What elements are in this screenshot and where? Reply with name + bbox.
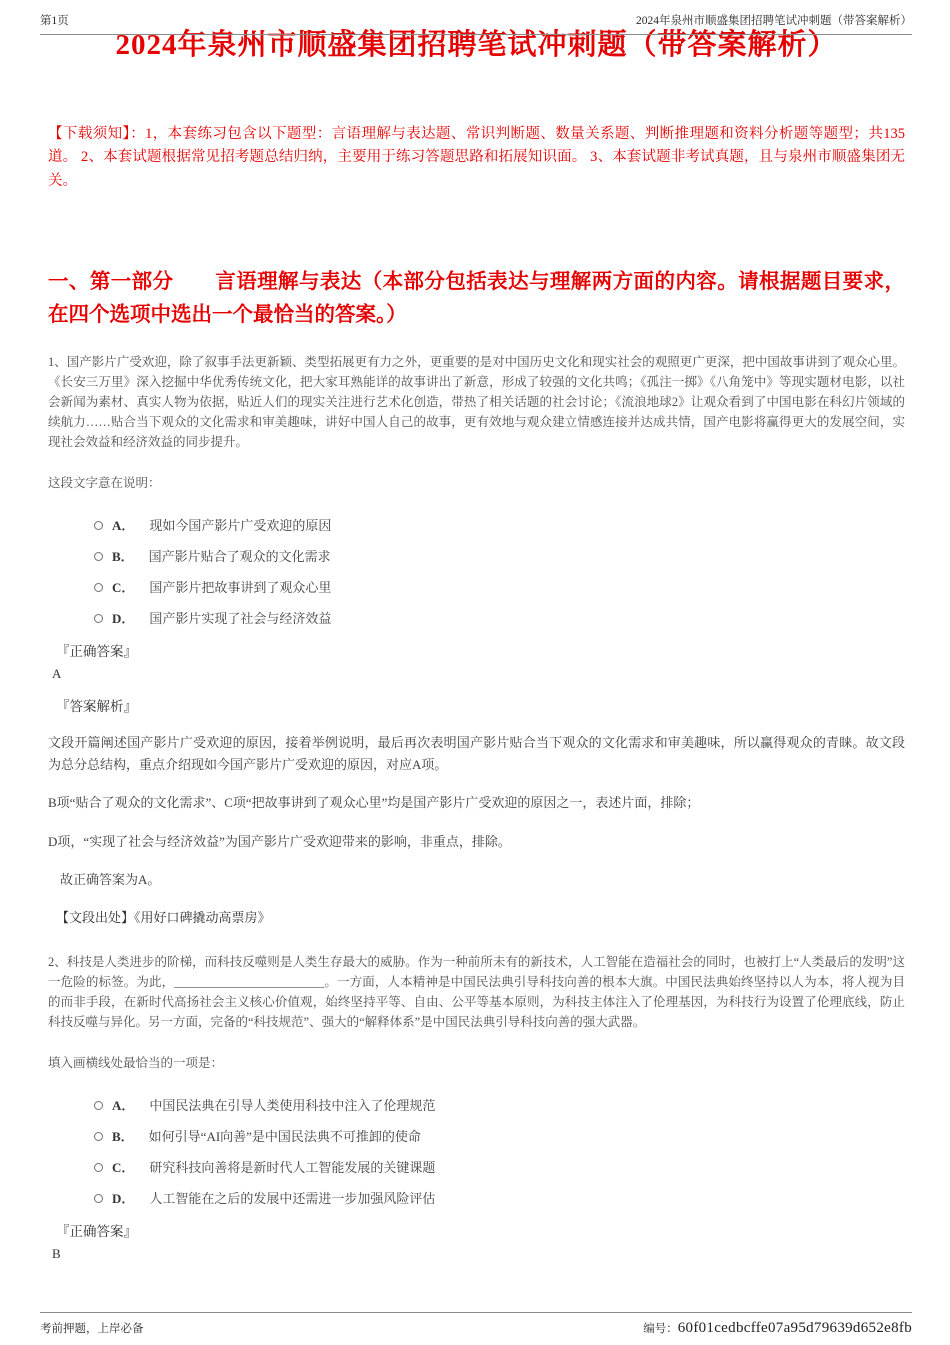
options-list: [48, 515, 905, 627]
answer-value: B: [52, 1246, 61, 1262]
question-stem: 1、国产影片广受欢迎，除了叙事手法更新颖、类型拓展更有力之外，更重要的是对中国历史文化和现实社会的观照更广更深，把中国故事讲到了观众心里。《长安三万里》深入挖掘中华优秀传统文化，把大家耳熟能详的故事讲出了新意，形成了较强的文化共鸣；《孤注一掷》《八角笼中》等现实题材电影，以社会新闻为素材、真实人物为依据，贴近人们的现实关注进行艺术化创造，带热了相关话题的社会讨论；《流浪地球2》让观众看到了中国电影在科幻片领域的续航力……贴合当下观众的文化需求和审美趣味，讲好中国人自己的故事，更有效地与观众建立情感连接并达成共情，国产电影将赢得更大的发展空间，实现社会效益和经济效益的同步提升。: [48, 355, 905, 450]
option-text: 国产影片把故事讲到了观众心里: [149, 580, 332, 596]
option-letter: B．: [112, 1129, 134, 1145]
question-prompt: 这段文字意在说明：: [48, 476, 161, 491]
footer-slogan: 考前押题，上岸必备: [40, 1323, 144, 1335]
download-notice: 【下载须知】：1，本套练习包含以下题型：言语理解与表达题、常识判断题、数量关系题、判断推理题和资料分析题等题型；共135道。 2、本套试题根据常见招考题总结归纳，主要用于练习答题思路和拓展知识面。 3、本套试题非考试真题，且与泉州市顺盛集团无关。: [48, 126, 905, 189]
radio-icon[interactable]: [94, 1132, 103, 1141]
analysis-conclusion: 故正确答案为A。: [60, 871, 161, 887]
radio-icon[interactable]: [94, 1194, 103, 1203]
option-letter: C．: [112, 1160, 135, 1176]
answer-label: 『正确答案』: [56, 644, 137, 660]
option-text: 如何引导“AI向善”是中国民法典不可推卸的使命: [148, 1129, 421, 1145]
question-stem: 2、科技是人类进步的阶梯，而科技反噬则是人类生存最大的威胁。作为一种前所未有的新技术，人工智能在造福社会的同时，也被打上“人类最后的发明”这一危险的标签。为此，________________________。一方面，人本精神是中国民法典引导科技向善的根本大旗。中国民法典始终坚持以人为本，将人视为目的而非手段，在新时代高扬社会主义核心价值观，始终坚持平等、自由、公平等基本原则，为科技主体注入了伦理基因，为科技行为设置了伦理底线，防止科技反噬与异化。另一方面，完备的“科技规范”、强大的“解释体系”是中国民法典引导科技向善的强大武器。: [48, 955, 905, 1030]
option-row-d[interactable]: [48, 608, 905, 627]
option-letter: D．: [112, 1191, 135, 1207]
option-row-a[interactable]: [48, 1095, 905, 1114]
option-text: 中国民法典在引导人类使用科技中注入了伦理规范: [149, 1098, 436, 1114]
option-row-c[interactable]: [48, 577, 905, 596]
document-title: 2024年泉州市顺盛集团招聘笔试冲刺题（带答案解析）: [115, 29, 838, 61]
radio-icon[interactable]: [94, 583, 103, 592]
option-text: 现如今国产影片广受欢迎的原因: [149, 518, 332, 534]
option-letter: A．: [112, 1098, 135, 1114]
analysis-paragraph: B项“贴合了观众的文化需求”、C项“把故事讲到了观众心里”均是国产影片广受欢迎的原因之一，表述片面，排除；: [48, 795, 700, 811]
radio-icon[interactable]: [94, 614, 103, 623]
footer-code: [643, 1320, 912, 1337]
option-text: 人工智能在之后的发展中还需进一步加强风险评估: [149, 1191, 436, 1207]
header-page-number: 第1页: [40, 15, 69, 27]
radio-icon[interactable]: [94, 1163, 103, 1172]
option-text: 国产影片实现了社会与经济效益: [149, 611, 332, 627]
radio-icon[interactable]: [94, 552, 103, 561]
option-row-c[interactable]: [48, 1157, 905, 1176]
answer-label: 『正确答案』: [56, 1224, 137, 1240]
source-line: 【文段出处】《用好口碑撬动高票房》: [56, 910, 271, 926]
question-2: [48, 952, 905, 1262]
page-footer: [40, 1312, 912, 1337]
section-heading: 一、第一部分 言语理解与表达（本部分包括表达与理解两方面的内容。请根据题目要求，在四个选项中选出一个最恰当的答案。）: [48, 271, 905, 326]
answer-value: A: [52, 666, 62, 682]
option-row-b[interactable]: [48, 546, 905, 565]
header-doc-title: 2024年泉州市顺盛集团招聘笔试冲刺题（带答案解析）: [636, 15, 912, 27]
document-content: [0, 22, 950, 1262]
option-text: 国产影片贴合了观众的文化需求: [148, 549, 331, 565]
options-list: [48, 1095, 905, 1207]
question-prompt: 填入画横线处最恰当的一项是：: [48, 1056, 224, 1071]
option-letter: A．: [112, 518, 135, 534]
option-letter: D．: [112, 611, 135, 627]
option-letter: C．: [112, 580, 135, 596]
page-header: [40, 12, 912, 35]
option-row-b[interactable]: [48, 1126, 905, 1145]
footer-code-value: 60f01cedbcffe07a95d79639d652e8fb: [677, 1320, 912, 1336]
option-text: 研究科技向善将是新时代人工智能发展的关键课题: [149, 1160, 436, 1176]
analysis-paragraph: 文段开篇阐述国产影片广受欢迎的原因，接着举例说明，最后再次表明国产影片贴合当下观众的文化需求和审美趣味，所以赢得观众的青睐。故文段为总分总结构，重点介绍现如今国产影片广受欢迎的原因，对应A项。: [48, 735, 905, 772]
option-letter: B．: [112, 549, 134, 565]
analysis-paragraph: D项，“实现了社会与经济效益”为国产影片广受欢迎带来的影响，非重点，排除。: [48, 833, 511, 849]
option-row-a[interactable]: [48, 515, 905, 534]
radio-icon[interactable]: [94, 521, 103, 530]
analysis-label: 『答案解析』: [56, 699, 137, 715]
radio-icon[interactable]: [94, 1101, 103, 1110]
option-row-d[interactable]: [48, 1188, 905, 1207]
footer-code-label: 编号：: [643, 1323, 678, 1335]
question-1: [48, 352, 905, 926]
